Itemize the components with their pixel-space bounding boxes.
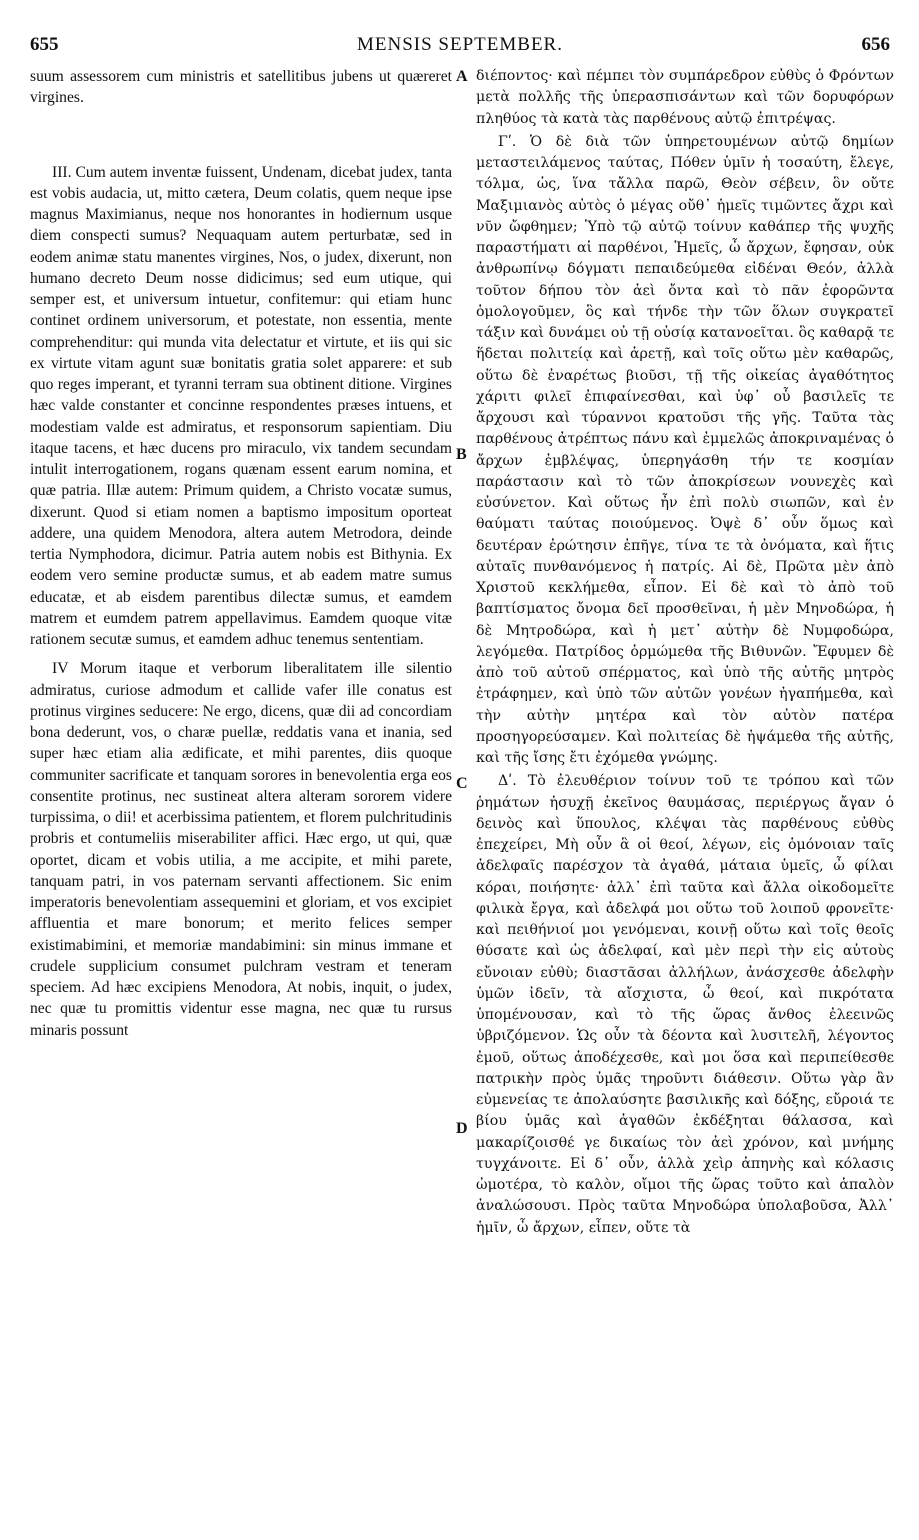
latin-paragraph-1: suum assessorem cum ministris et satellitibus jubens ut quæreret virgines. [30, 68, 452, 107]
running-title: MENSIS SEPTEMBER. [357, 34, 563, 55]
margin-marker-a: A [456, 68, 468, 85]
latin-paragraph-2: III. Cum autem inventæ fuissent, Undenam, dicebat judex, tanta est vobis audacia, ut, mitto cætera, Deum colatis, quem neque ipse magnus Maximianus, neque nos honorantes in hodiernum usque diem conspecti sumus? Nequaquam autem perturbatæ, sed in eodem animæ statu manentes virgines, Nos, o judex, dixerunt, non humano decreto Deum nosse didicimus; sed eum utique, qui semper est, et universum intuetur, confitemur: qui etiam hunc continet ordinem universorum, et potestate, non essentia, mente comprehenditur: qui munda vita delectatur et virtute, et iis qui sic ex virtute vitam agunt suæ bonitatis gratia solet apparere: et sub quo reges imperant, et tyranni terram sua obtinent ditione. Virgines hæc valde constanter et concinne respondentes præses intuens, et modestiam valde est admiratus, et responsorum sapientiam. Diu itaque tacens, et hæc ducens pro miraculo, vix tandem secundam intulit interrogationem, rogans quænam essent earum nomina, et quæ patria. Illæ autem: Primum quidem, a Christo vocatæ sumus, dixerunt. Quod si etiam nomen a baptismo impositum oporteat addere, una quidem Menodora, altera autem Metrodora, deinde tertia Nymphodora, dicimur. Patria autem nobis est Bithynia. Ex eodem vero semine productæ sumus, et ab eadem matre sumus educatæ, et ab eisdem parentibus dilectæ sumus, et eamdem matrem et eumdem patrem appellavimus. Eamdem quoque vitæ rationem secutæ sumus, et eamdem adhuc tenemus sententiam. [30, 163, 452, 648]
left-page-number: 655 [30, 34, 59, 55]
section-gap [30, 109, 452, 162]
greek-column [476, 66, 894, 1239]
latin-column [30, 66, 452, 1041]
margin-marker-b: B [456, 446, 467, 463]
greek-paragraph-1: διέποντος· καὶ πέμπει τὸν συμπάρεδρον εὐθὺς ὁ Φρόντων μετὰ πολλῆς τῆς ὑπερασπισάντων καὶ τῶν δορυφόρων πληθύος τὰ κατὰ τὰς παρθένους αὐτῷ ἐπιτρέψας. [476, 68, 894, 127]
page-header [30, 34, 890, 64]
margin-marker-d: D [456, 1120, 468, 1137]
latin-paragraph-3: IV Morum itaque et verborum liberalitatem ille silentio admiratus, curiose admodum et callide vafer ille conatus est protinus virgines seducere: Ne ergo, dicens, quæ dii ad concordiam bona dederunt, vos, o charæ puellæ, reddatis vana et inania, sed super hæc etiam alia ædificate, et mihi parentes, diis quoque communiter sacrificate et tanquam sorores in benevolentia erga eos consentite protinus, nec sustineat altera alteram sororem videre turpissima, o dii! et acerbissima patientem, et florem pulchritudinis probris et contumeliis miserabiliter affici. Hæc ergo, ut qui, quæ oportet, dicam et vobis utilia, a me accipite, et mihi parete, tanquam patri, in vos paternam servanti affectionem. Sic enim imperatoris benevolentiam assequemini et gloriam, et vos excipiet affluentia et mare bonorum; et merito felices semper existimabimini, et memoriæ mandabimini: sin minus immane et crudele supplicium consumet pulchram vestram et teneram speciem. Ad hæc excipiens Menodora, At nobis, inquit, o judex, nec quæ tu promittis videntur esse magna, nec quæ tu rursus minaris possunt [30, 660, 452, 1039]
greek-paragraph-2: Γʹ. Ὁ δὲ διὰ τῶν ὑπηρετουμένων αὐτῷ δημίων μεταστειλάμενος ταύτας, Πόθεν ὑμῖν ἡ τοσαύτη, ἔλεγε, τόλμα, ὡς, ἵνα τἄλλα παρῶ, Θεὸν σέβειν, ὃν οὔτε Μαξιμιανὸς αὐτὸς ὁ μέγας οὔθ᾽ ἡμεῖς τιμῶντες ἄχρι καὶ νῦν ὤφθημεν; Ὑπὸ τῷ αὐτῷ τοίνυν καθάπερ τῆς ψυχῆς παραστήματι αἱ παρθένοι, Ἡμεῖς, ὦ ἄρχων, ἔφησαν, οὐκ ἀνθρωπίνῳ δόγματι πεπαιδεύμεθα εἰδέναι Θεόν, ἀλλὰ τοῦτον δήπου τὸν ἀεὶ ὄντα καὶ τὸ πᾶν ἐφορῶντα ὁμολογοῦμεν, ὃς καὶ τήνδε τὴν τῶν ὅλων συγκρατεῖ τάξιν καὶ δυνάμει οὐ τῇ οὐσίᾳ κατανοεῖται. ὃς καθαρᾷ τε ἥδεται πολιτείᾳ καὶ ἀρετῇ, καὶ τοῖς οὕτω μὲν καθαρῶς, οὕτω δὲ ἐναρέτως βιοῦσι, τῇ τῆς οἰκείας ἀγαθότητος χάριτι φιλεῖ ἐπιφαίνεσθαι, καὶ ὑφ᾽ οὗ βασιλεῖς τε ἄρχουσι καὶ τύραννοι κρατοῦσι τῆς γῆς. Ταῦτα τὰς παρθένους ἀτρέπτως πάνυ καὶ ἐμμελῶς ἀποκριναμένας ὁ ἄρχων ἐμβλέψας, ὑπερηγάσθη τήν τε κοσμίαν παράστασιν καὶ τὸ τῶν ἀποκρίσεων νουνεχὲς καὶ εὐσύνετον. Καὶ οὕτως ἦν ἐπὶ πολὺ σιωπῶν, καὶ ἐν θαύματι ταύτας ποιούμενος. Ὀψὲ δ᾽ οὖν ὅμως καὶ δευτέραν ἐρώτησιν ἐπῆγε, τίνα τε τὰ ὀνόματα, καὶ ἥτις αὐταῖς πυνθανόμενος ἡ πατρίς. Αἱ δὲ, Πρῶτα μὲν ἀπὸ Χριστοῦ κεκλήμεθα, εἶπον. Εἰ δὲ καὶ τὸ ἀπὸ τοῦ βαπτίσματος ὄνομα δεῖ προσθεῖναι, ἡ μὲν Μηνοδώρα, ἡ δὲ Μητροδώρα, καὶ ἡ μετ᾽ αὐτὴν δὲ Νυμφοδώρα, λεγόμεθα. Πατρίδος ὁρμώμεθα τῆς Βιθυνῶν. Ἔφυμεν δὲ ἀπὸ τοῦ αὐτοῦ σπέρματος, καὶ ὑπὸ τῆς αὐτῆς μητρὸς ἐτράφημεν, καὶ ὑπὸ τῶν αὐτῶν γονέων ἠγαπήμεθα, καὶ τὴν αὐτὴν μητέρα καὶ τὸν αὐτὸν πατέρα προσηγορεύσαμεν. Καὶ πολιτείας δὲ ἡψάμεθα τῆς αὐτῆς, καὶ τῆς ἴσης ἔτι ἐχόμεθα γνώμης. [476, 133, 894, 766]
section-gap [30, 650, 452, 658]
right-page-number: 656 [861, 34, 890, 55]
greek-paragraph-3: Δʹ. Τὸ ἐλευθέριον τοίνυν τοῦ τε τρόπου καὶ τῶν ῥημάτων ἡσυχῇ ἐκεῖνος θαυμάσας, περιέργως ἄγαν ὁ δεινὸς καὶ ὕπουλος, κλέψαι τὰς παρθένους εὐθὺς ἐπεχείρει, Μὴ οὖν ἃ οἱ θεοί, λέγων, εἰς ὁμόνοιαν ταῖς ἀδελφαῖς παρέσχον τὰ ἀγαθά, μάταια ὑμεῖς, ὦ φίλαι κόραι, ποιήσητε· ἀλλ᾽ ἐπὶ ταῦτα καὶ ἄλλα οἰκοδομεῖτε φιλικὰ ἔργα, καὶ ἀδελφά μοι οὕτω τοῦ λοιποῦ φρονεῖτε· καὶ πειθήνιοί μοι γενόμεναι, κοινῇ οὕτω καὶ τοῖς θεοῖς θύσατε καὶ ὡς ἀδελφαί, καὶ μὲν περὶ τὴν εἰς αὐτοὺς εὔνοιαν εὐθὺ; διαστᾶσαι ἀλλήλων, ἀνάσχεσθε ἀδελφὴν ὑμῶν ἰδεῖν, τὰ αἴσχιστα, ὦ θεοί, καὶ πικρότατα ὑπομένουσαν, καὶ τὸ τῆς ὥρας ἄνθος ἐλεεινῶς ὑβριζόμενον. Ὡς οὖν τὰ δέοντα καὶ λυσιτελῆ, λέγοντος ἐμοῦ, οὕτως ἀποδέχεσθε, καὶ μοι ὅσα καὶ περιπείθεσθε πατρικὴν πρὸς ὑμᾶς τηροῦντι διάθεσιν. Οὕτω γὰρ ἂν εὐμενείας τε ἀπολαύσητε βασιλικῆς καὶ δόξης, εὔροιά τε βίου ὑμᾶς καὶ ἀγαθῶν ἐκδέξηται θάλασσα, καὶ μακαρίζοισθέ γε δικαίως τὸν ἀεὶ χρόνον, καὶ μνήμης τυγχάνοιτε. Εἰ δ᾽ οὖν, ἀλλὰ χεὶρ ἀπηνὴς καὶ κόλασις ὠμοτέρα, τὸ καλὸν, οἴμοι τῆς ὥρας τοῦτο καὶ ἁπαλὸν ἀναλώσουσι. Πρὸς ταῦτα Μηνοδώρα ὑπολαβοῦσα, Ἀλλ᾽ ἡμῖν, ὦ ἄρχων, εἶπεν, οὔτε τὰ [476, 773, 894, 1236]
margin-marker-c: C [456, 775, 468, 792]
